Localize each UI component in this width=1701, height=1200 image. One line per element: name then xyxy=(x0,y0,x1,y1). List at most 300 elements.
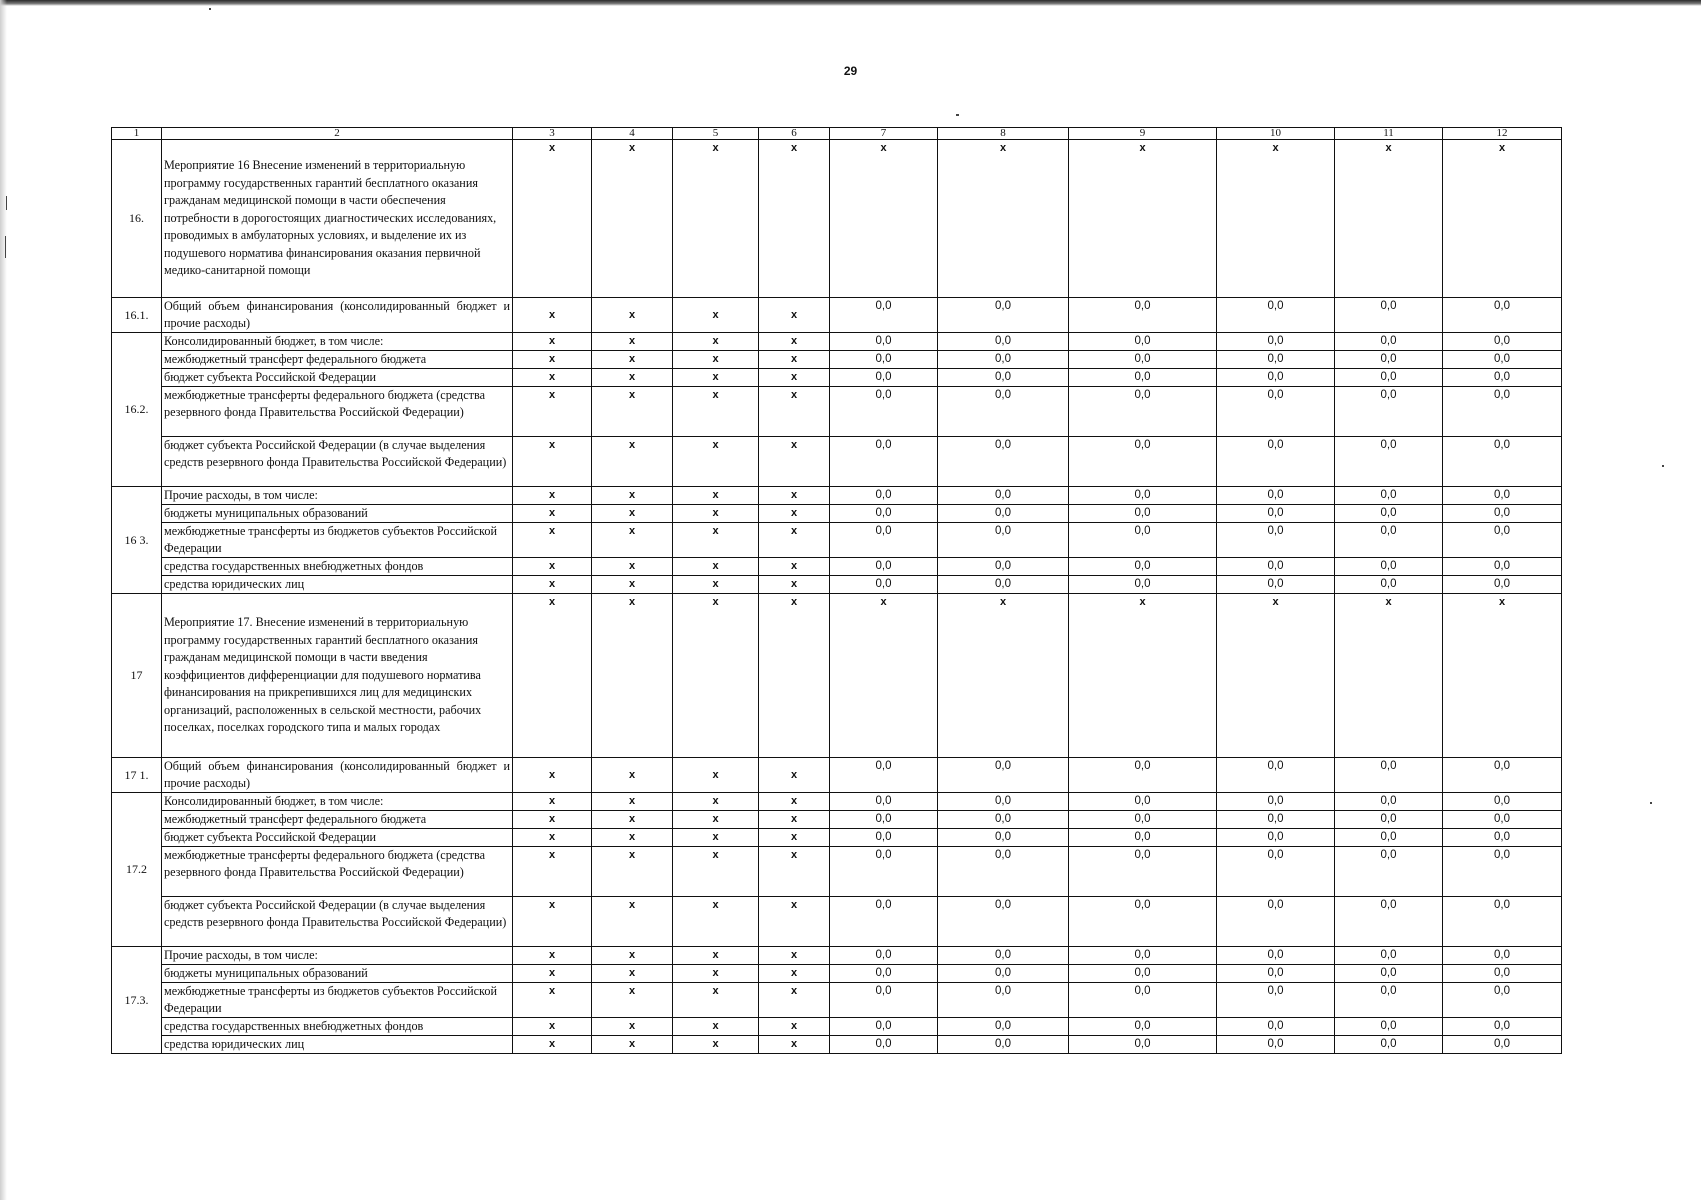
value-cell-col-4: x xyxy=(592,1036,673,1054)
value-cell-col-11: 0,0 xyxy=(1335,523,1443,558)
value-cell-col-6: x xyxy=(759,829,830,847)
column-header-8: 8 xyxy=(938,128,1069,140)
value-cell-col-9: 0,0 xyxy=(1069,558,1217,576)
value-cell-col-4: x xyxy=(592,965,673,983)
value-cell-col-6: x xyxy=(759,947,830,965)
value-cell-col-8: 0,0 xyxy=(938,333,1069,351)
row-description: бюджет субъекта Российской Федерации (в случае выделения средств резервного фонда Правительства Российской Федерации) xyxy=(162,897,513,947)
value-cell-col-10: 0,0 xyxy=(1217,1036,1335,1054)
table-row xyxy=(112,1036,1562,1054)
value-cell-col-11: 0,0 xyxy=(1335,947,1443,965)
value-cell-col-11: 0,0 xyxy=(1335,847,1443,897)
row-description: бюджет субъекта Российской Федерации (в случае выделения средств резервного фонда Правительства Российской Федерации) xyxy=(162,437,513,487)
table-row xyxy=(112,369,1562,387)
value-cell-col-9: 0,0 xyxy=(1069,847,1217,897)
value-cell-col-9: 0,0 xyxy=(1069,965,1217,983)
value-cell-col-8: 0,0 xyxy=(938,437,1069,487)
value-cell-col-10: 0,0 xyxy=(1217,505,1335,523)
value-cell-col-4: x xyxy=(592,811,673,829)
value-cell-col-12: 0,0 xyxy=(1443,351,1562,369)
row-description: бюджеты муниципальных образований xyxy=(162,505,513,523)
value-cell-col-11: 0,0 xyxy=(1335,558,1443,576)
value-cell-col-7: 0,0 xyxy=(830,333,938,351)
table-row xyxy=(112,965,1562,983)
table-row xyxy=(112,351,1562,369)
row-number: 17.2 xyxy=(112,793,162,947)
value-cell-col-7: 0,0 xyxy=(830,947,938,965)
value-cell-col-12: 0,0 xyxy=(1443,847,1562,897)
row-number: 16.2. xyxy=(112,333,162,487)
value-cell-col-10: x xyxy=(1217,594,1335,758)
value-cell-col-3: x xyxy=(513,1018,592,1036)
value-cell-col-6: x xyxy=(759,351,830,369)
table-row xyxy=(112,758,1562,793)
table-row xyxy=(112,387,1562,437)
value-cell-col-6: x xyxy=(759,576,830,594)
table-row xyxy=(112,333,1562,351)
value-cell-col-11: 0,0 xyxy=(1335,333,1443,351)
row-description: Мероприятие 16 Внесение изменений в территориальную программу государственных гарантий бесплатного оказания гражданам медицинской помощи в части обеспечения потребности в дорогостоящих диагностических исследованиях, проводимых в амбулаторных условиях, и выделение их из подушевого норматива финансирования оказания первичной медико-санитарной помощи xyxy=(162,140,513,298)
row-description: средства юридических лиц xyxy=(162,1036,513,1054)
value-cell-col-9: 0,0 xyxy=(1069,505,1217,523)
value-cell-col-11: 0,0 xyxy=(1335,387,1443,437)
row-number: 17 xyxy=(112,594,162,758)
value-cell-col-11: 0,0 xyxy=(1335,369,1443,387)
value-cell-col-11: 0,0 xyxy=(1335,897,1443,947)
value-cell-col-7: 0,0 xyxy=(830,897,938,947)
value-cell-col-3: x xyxy=(513,576,592,594)
value-cell-col-7: 0,0 xyxy=(830,758,938,793)
value-cell-col-3: x xyxy=(513,793,592,811)
scan-speck xyxy=(209,8,211,10)
value-cell-col-3: x xyxy=(513,758,592,793)
value-cell-col-12: 0,0 xyxy=(1443,298,1562,333)
table-row xyxy=(112,523,1562,558)
value-cell-col-4: x xyxy=(592,829,673,847)
value-cell-col-4: x xyxy=(592,576,673,594)
value-cell-col-8: 0,0 xyxy=(938,965,1069,983)
value-cell-col-5: x xyxy=(673,897,759,947)
value-cell-col-6: x xyxy=(759,298,830,333)
table-row xyxy=(112,594,1562,758)
value-cell-col-10: 0,0 xyxy=(1217,351,1335,369)
row-description: бюджеты муниципальных образований xyxy=(162,965,513,983)
table-row xyxy=(112,897,1562,947)
row-description: средства государственных внебюджетных фондов xyxy=(162,1018,513,1036)
value-cell-col-3: x xyxy=(513,487,592,505)
value-cell-col-4: x xyxy=(592,897,673,947)
value-cell-col-7: 0,0 xyxy=(830,1036,938,1054)
value-cell-col-5: x xyxy=(673,594,759,758)
value-cell-col-7: 0,0 xyxy=(830,387,938,437)
value-cell-col-12: 0,0 xyxy=(1443,1036,1562,1054)
value-cell-col-3: x xyxy=(513,505,592,523)
value-cell-col-5: x xyxy=(673,437,759,487)
value-cell-col-10: 0,0 xyxy=(1217,983,1335,1018)
value-cell-col-4: x xyxy=(592,505,673,523)
value-cell-col-7: 0,0 xyxy=(830,505,938,523)
table-row xyxy=(112,576,1562,594)
value-cell-col-5: x xyxy=(673,487,759,505)
value-cell-col-6: x xyxy=(759,758,830,793)
value-cell-col-12: 0,0 xyxy=(1443,947,1562,965)
value-cell-col-4: x xyxy=(592,758,673,793)
value-cell-col-3: x xyxy=(513,947,592,965)
value-cell-col-3: x xyxy=(513,140,592,298)
value-cell-col-9: 0,0 xyxy=(1069,487,1217,505)
value-cell-col-9: 0,0 xyxy=(1069,1018,1217,1036)
value-cell-col-5: x xyxy=(673,847,759,897)
value-cell-col-5: x xyxy=(673,505,759,523)
value-cell-col-3: x xyxy=(513,983,592,1018)
column-header-7: 7 xyxy=(830,128,938,140)
value-cell-col-6: x xyxy=(759,387,830,437)
value-cell-col-7: 0,0 xyxy=(830,487,938,505)
value-cell-col-3: x xyxy=(513,829,592,847)
value-cell-col-12: 0,0 xyxy=(1443,523,1562,558)
value-cell-col-6: x xyxy=(759,369,830,387)
value-cell-col-4: x xyxy=(592,351,673,369)
value-cell-col-8: 0,0 xyxy=(938,1036,1069,1054)
value-cell-col-8: x xyxy=(938,594,1069,758)
value-cell-col-7: 0,0 xyxy=(830,523,938,558)
value-cell-col-3: x xyxy=(513,965,592,983)
value-cell-col-9: 0,0 xyxy=(1069,793,1217,811)
value-cell-col-3: x xyxy=(513,1036,592,1054)
value-cell-col-5: x xyxy=(673,298,759,333)
column-header-2: 2 xyxy=(162,128,513,140)
value-cell-col-3: x xyxy=(513,847,592,897)
value-cell-col-10: 0,0 xyxy=(1217,487,1335,505)
value-cell-col-10: 0,0 xyxy=(1217,576,1335,594)
value-cell-col-4: x xyxy=(592,437,673,487)
value-cell-col-11: 0,0 xyxy=(1335,1018,1443,1036)
value-cell-col-8: 0,0 xyxy=(938,298,1069,333)
value-cell-col-6: x xyxy=(759,523,830,558)
row-description: Консолидированный бюджет, в том числе: xyxy=(162,793,513,811)
value-cell-col-9: 0,0 xyxy=(1069,829,1217,847)
row-description: межбюджетные трансферты из бюджетов субъектов Российской Федерации xyxy=(162,983,513,1018)
value-cell-col-4: x xyxy=(592,947,673,965)
value-cell-col-10: 0,0 xyxy=(1217,387,1335,437)
value-cell-col-3: x xyxy=(513,523,592,558)
value-cell-col-4: x xyxy=(592,140,673,298)
value-cell-col-11: 0,0 xyxy=(1335,576,1443,594)
value-cell-col-11: 0,0 xyxy=(1335,487,1443,505)
row-description: межбюджетный трансферт федерального бюджета xyxy=(162,351,513,369)
value-cell-col-10: 0,0 xyxy=(1217,811,1335,829)
value-cell-col-9: 0,0 xyxy=(1069,333,1217,351)
value-cell-col-12: 0,0 xyxy=(1443,793,1562,811)
row-description: межбюджетные трансферты федерального бюджета (средства резервного фонда Правительства Российской Федерации) xyxy=(162,847,513,897)
value-cell-col-7: x xyxy=(830,140,938,298)
value-cell-col-6: x xyxy=(759,140,830,298)
value-cell-col-8: 0,0 xyxy=(938,947,1069,965)
value-cell-col-4: x xyxy=(592,333,673,351)
value-cell-col-11: 0,0 xyxy=(1335,829,1443,847)
value-cell-col-3: x xyxy=(513,387,592,437)
value-cell-col-7: 0,0 xyxy=(830,811,938,829)
value-cell-col-6: x xyxy=(759,811,830,829)
row-description: Общий объем финансирования (консолидированный бюджет и прочие расходы) xyxy=(162,298,513,333)
value-cell-col-3: x xyxy=(513,594,592,758)
value-cell-col-9: x xyxy=(1069,594,1217,758)
value-cell-col-8: 0,0 xyxy=(938,793,1069,811)
value-cell-col-9: 0,0 xyxy=(1069,369,1217,387)
value-cell-col-10: 0,0 xyxy=(1217,558,1335,576)
column-header-5: 5 xyxy=(673,128,759,140)
value-cell-col-4: x xyxy=(592,298,673,333)
row-description: межбюджетные трансферты федерального бюджета (средства резервного фонда Правительства Российской Федерации) xyxy=(162,387,513,437)
value-cell-col-8: 0,0 xyxy=(938,847,1069,897)
value-cell-col-8: 0,0 xyxy=(938,558,1069,576)
value-cell-col-11: 0,0 xyxy=(1335,505,1443,523)
value-cell-col-3: x xyxy=(513,437,592,487)
value-cell-col-8: 0,0 xyxy=(938,576,1069,594)
row-number: 16. xyxy=(112,140,162,298)
value-cell-col-11: 0,0 xyxy=(1335,983,1443,1018)
value-cell-col-6: x xyxy=(759,1036,830,1054)
row-description: Прочие расходы, в том числе: xyxy=(162,947,513,965)
value-cell-col-11: 0,0 xyxy=(1335,351,1443,369)
page-number: 29 xyxy=(843,64,858,78)
value-cell-col-3: x xyxy=(513,897,592,947)
value-cell-col-7: 0,0 xyxy=(830,983,938,1018)
value-cell-col-9: 0,0 xyxy=(1069,983,1217,1018)
value-cell-col-9: 0,0 xyxy=(1069,811,1217,829)
scan-speck xyxy=(956,114,959,116)
row-number: 17 1. xyxy=(112,758,162,793)
value-cell-col-10: 0,0 xyxy=(1217,897,1335,947)
value-cell-col-10: 0,0 xyxy=(1217,965,1335,983)
value-cell-col-12: 0,0 xyxy=(1443,369,1562,387)
column-header-6: 6 xyxy=(759,128,830,140)
value-cell-col-6: x xyxy=(759,1018,830,1036)
value-cell-col-5: x xyxy=(673,947,759,965)
value-cell-col-9: 0,0 xyxy=(1069,897,1217,947)
value-cell-col-4: x xyxy=(592,983,673,1018)
value-cell-col-10: 0,0 xyxy=(1217,829,1335,847)
value-cell-col-7: 0,0 xyxy=(830,298,938,333)
value-cell-col-6: x xyxy=(759,558,830,576)
table-row xyxy=(112,793,1562,811)
value-cell-col-8: x xyxy=(938,140,1069,298)
value-cell-col-6: x xyxy=(759,487,830,505)
row-description: Прочие расходы, в том числе: xyxy=(162,487,513,505)
table-row xyxy=(112,298,1562,333)
value-cell-col-6: x xyxy=(759,437,830,487)
table-row xyxy=(112,487,1562,505)
value-cell-col-8: 0,0 xyxy=(938,351,1069,369)
row-description: Консолидированный бюджет, в том числе: xyxy=(162,333,513,351)
value-cell-col-12: 0,0 xyxy=(1443,1018,1562,1036)
value-cell-col-11: 0,0 xyxy=(1335,793,1443,811)
value-cell-col-12: 0,0 xyxy=(1443,897,1562,947)
row-description: бюджет субъекта Российской Федерации xyxy=(162,829,513,847)
scan-top-edge xyxy=(0,0,1701,6)
value-cell-col-4: x xyxy=(592,847,673,897)
value-cell-col-11: x xyxy=(1335,594,1443,758)
row-description: межбюджетный трансферт федерального бюджета xyxy=(162,811,513,829)
table-row xyxy=(112,947,1562,965)
value-cell-col-12: 0,0 xyxy=(1443,965,1562,983)
value-cell-col-10: 0,0 xyxy=(1217,298,1335,333)
value-cell-col-3: x xyxy=(513,369,592,387)
value-cell-col-9: 0,0 xyxy=(1069,523,1217,558)
value-cell-col-10: 0,0 xyxy=(1217,793,1335,811)
value-cell-col-10: 0,0 xyxy=(1217,333,1335,351)
value-cell-col-12: 0,0 xyxy=(1443,437,1562,487)
table-row xyxy=(112,558,1562,576)
value-cell-col-5: x xyxy=(673,983,759,1018)
value-cell-col-4: x xyxy=(592,369,673,387)
value-cell-col-8: 0,0 xyxy=(938,387,1069,437)
scan-left-edge xyxy=(0,0,7,1200)
value-cell-col-5: x xyxy=(673,829,759,847)
value-cell-col-9: 0,0 xyxy=(1069,298,1217,333)
value-cell-col-12: 0,0 xyxy=(1443,387,1562,437)
value-cell-col-4: x xyxy=(592,558,673,576)
value-cell-col-10: 0,0 xyxy=(1217,758,1335,793)
value-cell-col-10: 0,0 xyxy=(1217,947,1335,965)
value-cell-col-8: 0,0 xyxy=(938,758,1069,793)
value-cell-col-8: 0,0 xyxy=(938,487,1069,505)
value-cell-col-12: 0,0 xyxy=(1443,811,1562,829)
value-cell-col-6: x xyxy=(759,505,830,523)
column-header-9: 9 xyxy=(1069,128,1217,140)
column-header-11: 11 xyxy=(1335,128,1443,140)
value-cell-col-8: 0,0 xyxy=(938,897,1069,947)
value-cell-col-3: x xyxy=(513,558,592,576)
value-cell-col-5: x xyxy=(673,333,759,351)
value-cell-col-4: x xyxy=(592,793,673,811)
table-row xyxy=(112,829,1562,847)
value-cell-col-11: 0,0 xyxy=(1335,298,1443,333)
value-cell-col-6: x xyxy=(759,897,830,947)
value-cell-col-9: 0,0 xyxy=(1069,351,1217,369)
value-cell-col-5: x xyxy=(673,558,759,576)
value-cell-col-9: 0,0 xyxy=(1069,758,1217,793)
table-row xyxy=(112,847,1562,897)
value-cell-col-12: 0,0 xyxy=(1443,487,1562,505)
value-cell-col-6: x xyxy=(759,983,830,1018)
value-cell-col-3: x xyxy=(513,333,592,351)
row-description: Общий объем финансирования (консолидированный бюджет и прочие расходы) xyxy=(162,758,513,793)
value-cell-col-8: 0,0 xyxy=(938,369,1069,387)
value-cell-col-6: x xyxy=(759,594,830,758)
value-cell-col-8: 0,0 xyxy=(938,811,1069,829)
value-cell-col-10: 0,0 xyxy=(1217,369,1335,387)
value-cell-col-4: x xyxy=(592,1018,673,1036)
value-cell-col-12: 0,0 xyxy=(1443,505,1562,523)
table-row xyxy=(112,140,1562,298)
value-cell-col-5: x xyxy=(673,369,759,387)
value-cell-col-12: 0,0 xyxy=(1443,576,1562,594)
value-cell-col-12: x xyxy=(1443,594,1562,758)
value-cell-col-5: x xyxy=(673,758,759,793)
value-cell-col-6: x xyxy=(759,965,830,983)
value-cell-col-12: 0,0 xyxy=(1443,558,1562,576)
row-number: 17.3. xyxy=(112,947,162,1054)
value-cell-col-7: 0,0 xyxy=(830,369,938,387)
value-cell-col-3: x xyxy=(513,351,592,369)
row-description: средства юридических лиц xyxy=(162,576,513,594)
column-header-4: 4 xyxy=(592,128,673,140)
row-description: Мероприятие 17. Внесение изменений в территориальную программу государственных гарантий бесплатного оказания гражданам медицинской помощи в части введения коэффициентов дифференциации для подушевого норматива финансирования на прикрепившихся лиц для медицинских организаций, расположенных в сельской местности, рабочих поселках, поселках городского типа и малых городах xyxy=(162,594,513,758)
value-cell-col-4: x xyxy=(592,523,673,558)
value-cell-col-9: 0,0 xyxy=(1069,437,1217,487)
value-cell-col-5: x xyxy=(673,965,759,983)
column-header-12: 12 xyxy=(1443,128,1562,140)
scan-speck xyxy=(5,236,6,258)
value-cell-col-11: 0,0 xyxy=(1335,965,1443,983)
row-number: 16.1. xyxy=(112,298,162,333)
value-cell-col-7: x xyxy=(830,594,938,758)
value-cell-col-11: 0,0 xyxy=(1335,437,1443,487)
value-cell-col-5: x xyxy=(673,523,759,558)
value-cell-col-7: 0,0 xyxy=(830,1018,938,1036)
measures-table xyxy=(111,127,1562,1054)
column-header-3: 3 xyxy=(513,128,592,140)
value-cell-col-8: 0,0 xyxy=(938,983,1069,1018)
value-cell-col-5: x xyxy=(673,811,759,829)
value-cell-col-12: 0,0 xyxy=(1443,983,1562,1018)
value-cell-col-9: 0,0 xyxy=(1069,947,1217,965)
value-cell-col-8: 0,0 xyxy=(938,505,1069,523)
value-cell-col-12: x xyxy=(1443,140,1562,298)
value-cell-col-10: 0,0 xyxy=(1217,1018,1335,1036)
value-cell-col-3: x xyxy=(513,811,592,829)
value-cell-col-6: x xyxy=(759,793,830,811)
value-cell-col-8: 0,0 xyxy=(938,1018,1069,1036)
value-cell-col-3: x xyxy=(513,298,592,333)
value-cell-col-7: 0,0 xyxy=(830,847,938,897)
value-cell-col-11: x xyxy=(1335,140,1443,298)
value-cell-col-12: 0,0 xyxy=(1443,333,1562,351)
value-cell-col-10: 0,0 xyxy=(1217,523,1335,558)
value-cell-col-10: x xyxy=(1217,140,1335,298)
value-cell-col-7: 0,0 xyxy=(830,437,938,487)
table-row xyxy=(112,437,1562,487)
value-cell-col-7: 0,0 xyxy=(830,965,938,983)
value-cell-col-10: 0,0 xyxy=(1217,437,1335,487)
value-cell-col-10: 0,0 xyxy=(1217,847,1335,897)
value-cell-col-6: x xyxy=(759,333,830,351)
value-cell-col-8: 0,0 xyxy=(938,523,1069,558)
table-row xyxy=(112,1018,1562,1036)
value-cell-col-9: x xyxy=(1069,140,1217,298)
table-row xyxy=(112,983,1562,1018)
value-cell-col-9: 0,0 xyxy=(1069,576,1217,594)
row-number: 16 3. xyxy=(112,487,162,594)
header-row xyxy=(112,128,1562,140)
value-cell-col-5: x xyxy=(673,351,759,369)
value-cell-col-7: 0,0 xyxy=(830,829,938,847)
value-cell-col-7: 0,0 xyxy=(830,558,938,576)
row-description: средства государственных внебюджетных фондов xyxy=(162,558,513,576)
value-cell-col-11: 0,0 xyxy=(1335,758,1443,793)
value-cell-col-6: x xyxy=(759,847,830,897)
scan-speck xyxy=(1662,465,1664,467)
row-description: бюджет субъекта Российской Федерации xyxy=(162,369,513,387)
value-cell-col-4: x xyxy=(592,387,673,437)
value-cell-col-5: x xyxy=(673,793,759,811)
value-cell-col-5: x xyxy=(673,576,759,594)
value-cell-col-4: x xyxy=(592,594,673,758)
value-cell-col-11: 0,0 xyxy=(1335,811,1443,829)
value-cell-col-5: x xyxy=(673,387,759,437)
row-description: межбюджетные трансферты из бюджетов субъектов Российской Федерации xyxy=(162,523,513,558)
